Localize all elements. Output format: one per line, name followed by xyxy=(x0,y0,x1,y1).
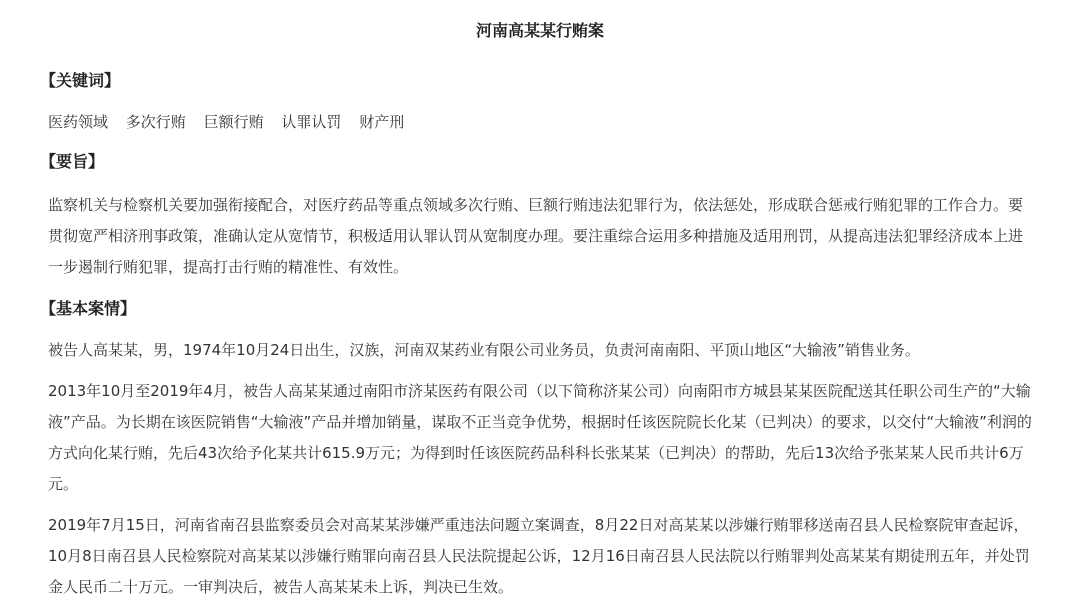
gist-paragraph: 监察机关与检察机关要加强衔接配合，对医疗药品等重点领域多次行贿、巨额行贿违法犯罪行为，依法惩处，形成联合惩戒行贿犯罪的工作合力。要贯彻宽严相济刑事政策，准确认定从宽情节，积极适用认罪认罚从宽制度办理。要注重综合运用多种措施及适用刑罚，从提高违法犯罪经济成本上进一步遏制行贿犯罪，提高打击行贿的精准性、有效性。 xyxy=(48,196,1024,276)
gist-heading: 【要旨】 xyxy=(40,152,105,171)
facts-paragraph-2: 2013年10月至2019年4月，被告人高某某通过南阳市济某医药有限公司（以下简称济某公司）向南阳市方城县某某医院配送其任职公司生产的“大输液”产品。为长期在该医院销售“大输液”产品并增加销量，谋取不正当竞争优势，根据时任该医院院长化某（已判决）的要求，以交付“大输液”利润的方式向化某行贿，先后43次给予化某共计615.9万元；为得到时任该医院药品科科长张某某（已判决）的帮助，先后13次给予张某某人民币共计6万元。 xyxy=(48,382,1032,493)
keyword-item: 医药领域 xyxy=(48,113,109,131)
keywords-heading: 【关键词】 xyxy=(40,71,121,90)
keyword-item: 认罪认罚 xyxy=(281,113,342,131)
document-title: 河南高某某行贿案 xyxy=(475,21,604,40)
keyword-item: 财产刑 xyxy=(359,113,405,131)
keywords-list xyxy=(48,110,1032,134)
facts-paragraph-1: 被告人高某某，男，1974年10月24日出生，汉族，河南双某药业有限公司业务员，负责河南南阳、平顶山地区“大输液”销售业务。 xyxy=(48,341,920,359)
keyword-item: 巨额行贿 xyxy=(203,113,264,131)
facts-heading: 【基本案情】 xyxy=(40,299,137,318)
keyword-item: 多次行贿 xyxy=(125,113,186,131)
facts-paragraph-3: 2019年7月15日，河南省南召县监察委员会对高某某涉嫌严重违法问题立案调查，8月22日对高某某以涉嫌行贿罪移送南召县人民检察院审查起诉，10月8日南召县人民检察院对高某某以涉嫌行贿罪向南召县人民法院提起公诉，12月16日南召县人民法院以行贿罪判处高某某有期徒刑五年，并处罚金人民币二十万元。一审判决后，被告人高某某未上诉，判决已生效。 xyxy=(48,516,1030,596)
